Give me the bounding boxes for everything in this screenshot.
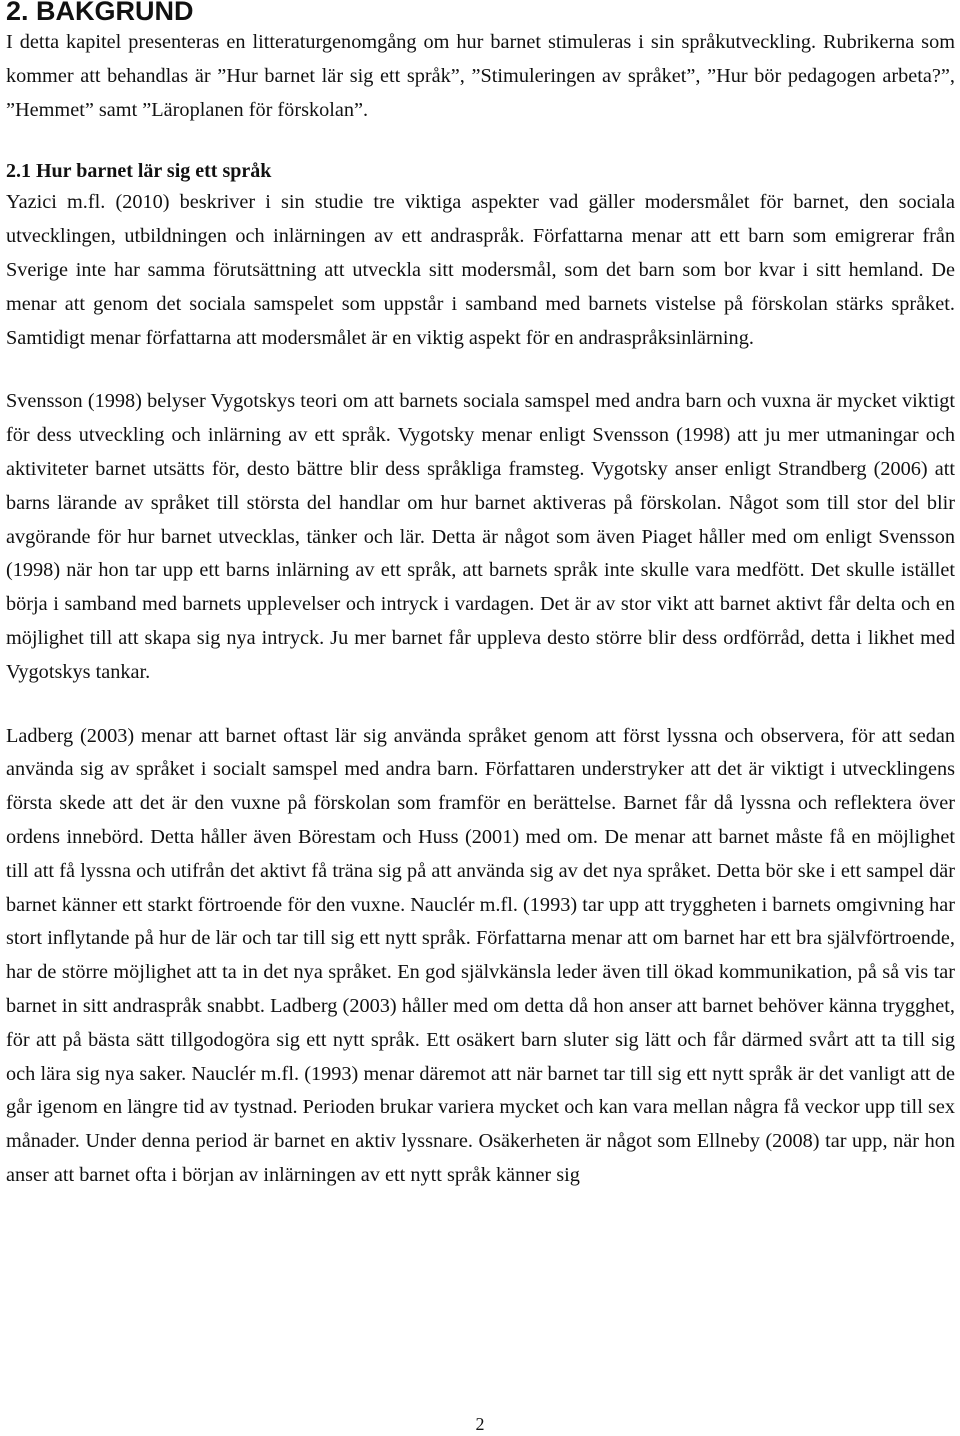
chapter-heading: 2. BAKGRUND	[6, 0, 194, 26]
paragraph-yazici: Yazici m.fl. (2010) beskriver i sin studie tre viktiga aspekter vad gäller modersmålet för barnet, den sociala utvecklingen, utbildningen och inlärningen av ett andraspråk. Författarna menar att ett barn som emigrerar från Sverige inte har samma förutsättning att utveckla sitt modersmål, som det barn som bor kvar i sitt hemland. De menar att genom det sociala samspelet som uppstår i samband med barnets vistelse på förskolan stärks språket. Samtidigt menar författarna att modersmålet är en viktig aspekt för en andraspråksinlärning.	[6, 191, 955, 349]
spacer	[6, 355, 955, 385]
paragraph-svensson: Svensson (1998) belyser Vygotskys teori om att barnets sociala samspel med andra barn och vuxna är mycket viktigt för dess utveckling och inlärning av ett språk. Vygotsky menar enligt Svensson (1998) att ju mer utmaningar och aktiviteter barnet utsätts för, desto bättre blir dess språkliga framsteg. Vygotsky anser enligt Strandberg (2006) att barns lärande av språket till största del handlar om hur barnet aktiveras på förskolan. Något som till stor del blir avgörande för hur barnet utvecklas, tänker och lär. Detta är något som även Piaget håller med om enligt Svensson (1998) när hon tar upp ett barns inlärning av ett språk, att barnets språk inte skulle vara medfött. Det skulle istället börja i samband med barnets upplevelser och intryck i vardagen. Det är av stor vikt att barnet aktivt får delta och en möjlighet till att skapa sig nya intryck. Ju mer barnet får uppleva desto större blir dess ordförråd, detta i likhet med Vygotskys tankar.	[6, 390, 955, 683]
spacer	[6, 127, 955, 158]
chapter-intro-paragraph: I detta kapitel presenteras en litteraturgenomgång om hur barnet stimuleras i sin språkutveckling. Rubrikerna som kommer att behandlas är ”Hur barnet lär sig ett språk”, ”Stimuleringen av språket”, ”Hur bör pedagogen arbeta?”, ”Hemmet” samt ”Läroplanen för förskolan”.	[6, 31, 955, 121]
page-number: 2	[475, 1414, 485, 1434]
spacer	[6, 690, 955, 720]
section-heading: 2.1 Hur barnet lär sig ett språk	[6, 160, 272, 183]
document-page	[6, 0, 955, 1193]
paragraph-ladberg: Ladberg (2003) menar att barnet oftast lär sig använda språket genom att först lyssna och observera, för att sedan använda sig av språket i socialt samspel med andra barn. Författaren understryker att det är viktigt i utvecklingens första skede att det är den vuxne på förskolan som framför en berättelse. Barnet får då lyssna och reflektera över ordens innebörd. Detta håller även Börestam och Huss (2001) med om. De menar att barnet måste få en möjlighet till att få lyssna och utifrån det aktivt få träna sig på att använda sig av det nya språket. Detta bör ske i ett sampel där barnet känner ett starkt förtroende för den vuxne. Nauclér m.fl. (1993) tar upp att tryggheten i barnets omgivning har stort inflytande på hur de lär och tar till sig ett nytt språk. Författarna menar att om barnet har ett bra självförtroende, har de större möjlighet att ta in det nya språket. En god självkänsla leder även till ökad kommunikation, på så vis tar barnet in sitt andraspråk snabbt. Ladberg (2003) håller med om detta då hon anser att barnet behöver känna trygghet, för att på bästa sätt tillgodogöra sig ett nytt språk. Ett osäkert barn sluter sig lätt och får därmed svårt att ta till sig och lära sig nya saker. Nauclér m.fl. (1993) menar däremot att när barnet tar till sig ett nytt språk är det vanligt att de går igenom en längre tid av tystnad. Perioden brukar variera mycket och kan vara mellan några få veckor upp till sex månader. Under denna period är barnet en aktiv lyssnare. Osäkerheten är något som Ellneby (2008) tar upp, när hon anser att barnet ofta i början av inlärningen av ett nytt språk känner sig	[6, 724, 955, 1186]
